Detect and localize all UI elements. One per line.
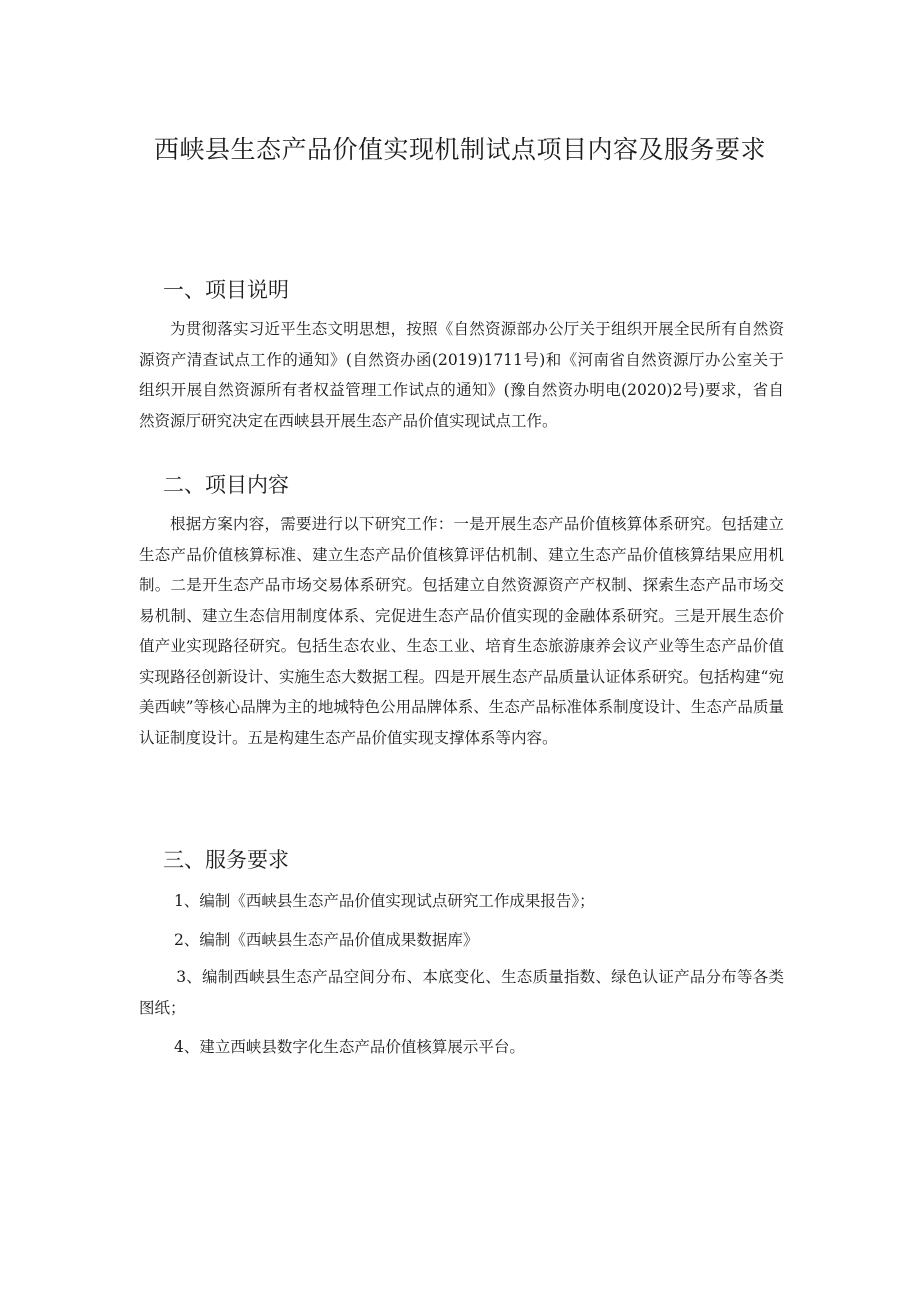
document-title: 西峡县生态产品价值实现机制试点项目内容及服务要求 — [153, 135, 766, 164]
section-heading-service-requirements: 三、服务要求 — [163, 848, 289, 872]
list-item: 2、编制《西峡县生态产品价值成果数据库》 — [174, 931, 479, 949]
section-paragraph-project-description: 为贯彻落实习近平生态文明思想，按照《自然资源部办公厅关于组织开展全民所有自然资源资产清查试点工作的通知》(自然资办函(2019)1711号)和《河南省自然资源厅办公室关于组织开展自然资源所有者权益管理工作试点的通知》(豫自然资办明电(2020)2号)要求，省自然资源厅研究决定在西峡县开展生态产品价值实现试点工作。 — [139, 320, 784, 430]
section-heading-project-description: 一、项目说明 — [163, 278, 289, 302]
list-item: 3、编制西峡县生态产品空间分布、本底变化、生态质量指数、绿色认证产品分布等各类图纸； — [139, 968, 784, 1017]
section-heading-project-content: 二、项目内容 — [163, 473, 289, 497]
section-paragraph-project-content: 根据方案内容，需要进行以下研究工作：一是开展生态产品价值核算体系研究。包括建立生态产品价值核算标准、建立生态产品价值核算评估机制、建立生态产品价值核算结果应用机制。二是开生态产品市场交易体系研究。包括建立自然资源资产产权制、探索生态产品市场交易机制、建立生态信用制度体系、完促进生态产品价值实现的金融体系研究。三是开展生态价值产业实现路径研究。包括生态农业、生态工业、培育生态旅游康养会议产业等生态产品价值实现路径创新设计、实施生态大数据工程。四是开展生态产品质量认证体系研究。包括构建“宛美西峡”等核心品牌为主的地城特色公用品牌体系、生态产品标准体系制度设计、生态产品质量认证制度设计。五是构建生态产品价值实现支撑体系等内容。 — [139, 515, 784, 747]
list-item: 1、编制《西峡县生态产品价值实现试点研究工作成果报告》； — [174, 892, 595, 910]
list-item: 4、建立西峡县数字化生态产品价值核算展示平台。 — [174, 1038, 525, 1056]
